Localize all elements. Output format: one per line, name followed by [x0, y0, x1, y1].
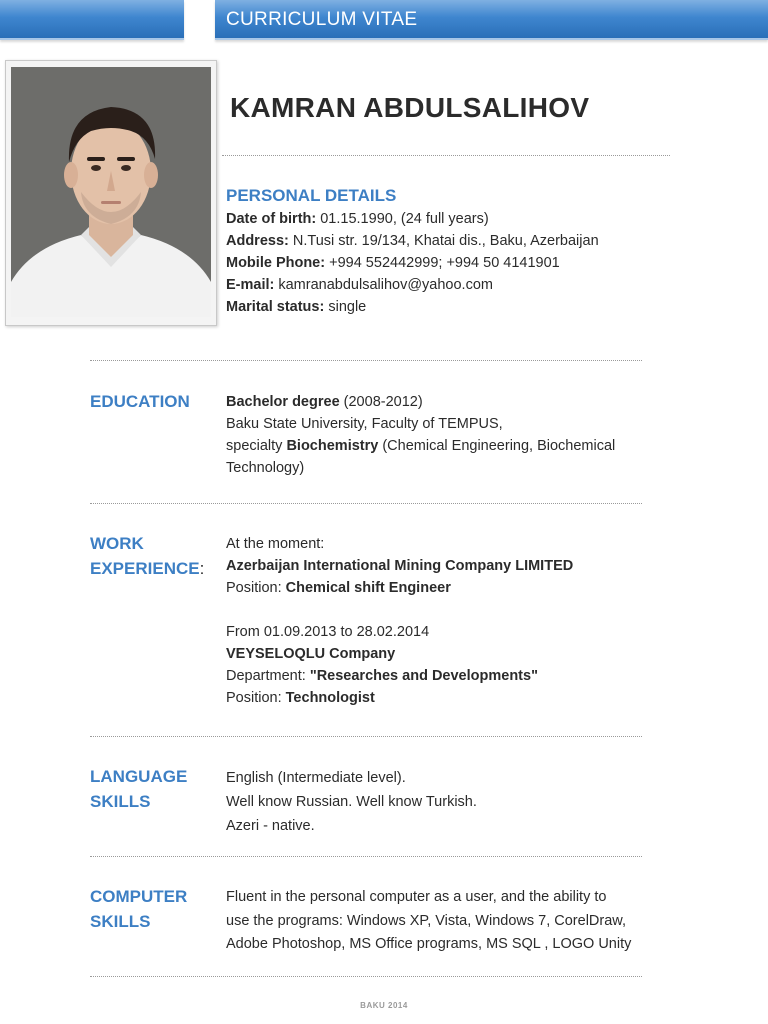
phone-value: +994 552442999; +994 50 4141901 — [325, 255, 560, 271]
divider — [90, 976, 642, 977]
personal-details-heading: PERSONAL DETAILS — [226, 186, 397, 205]
specialty: Biochemistry — [286, 438, 379, 454]
dob-value: 01.15.1990, (24 full years) — [316, 211, 489, 227]
marital-value: single — [324, 299, 367, 315]
university: Baku State University, Faculty of TEMPUS, — [226, 416, 503, 432]
work-experience-heading — [90, 531, 204, 581]
language-azeri: Azeri - native. — [226, 818, 315, 834]
work-heading-line2 — [90, 556, 204, 581]
work-details — [226, 533, 573, 709]
education-details — [226, 391, 615, 479]
address-value: N.Tusi str. 19/134, Khatai dis., Baku, Azerbaijan — [288, 233, 599, 249]
specialty-continuation: Technology) — [226, 460, 305, 476]
language-heading-line1: LANGUAGE — [90, 767, 188, 786]
footer-location-year: BAKU 2014 — [360, 1001, 408, 1010]
language-skills-heading — [90, 764, 187, 814]
specialty-prefix: specialty — [226, 438, 287, 454]
header-bar-left — [0, 0, 184, 40]
address-row — [226, 230, 599, 252]
current-position-row — [226, 577, 573, 599]
header-bar — [215, 0, 768, 40]
past-company-name: VEYSELOQLU Company — [226, 646, 396, 662]
divider — [90, 736, 642, 737]
profile-photo — [11, 67, 211, 317]
past-company — [226, 643, 573, 665]
degree-years: (2008-2012) — [339, 394, 423, 410]
photo-frame — [5, 60, 217, 326]
current-company-name: Azerbaijan International Mining Company LIMITED — [226, 558, 574, 574]
current-position-label: Position: — [226, 580, 286, 596]
divider — [90, 503, 642, 504]
degree-row — [226, 391, 615, 413]
full-name: KAMRAN ABDULSALIHOV — [230, 92, 590, 123]
computer-details — [226, 886, 631, 957]
work-heading-word: EXPERIENCE — [90, 559, 200, 578]
past-position-label: Position: — [226, 690, 286, 706]
phone-row — [226, 252, 599, 274]
divider — [90, 360, 642, 361]
email-row — [226, 274, 599, 296]
spacer — [226, 599, 573, 621]
current-position: Chemical shift Engineer — [285, 580, 451, 596]
past-position: Technologist — [285, 690, 375, 706]
computer-heading-line1: COMPUTER — [90, 887, 188, 906]
computer-skills-heading — [90, 884, 187, 934]
current-label: At the moment: — [226, 536, 325, 552]
dob-row — [226, 208, 599, 230]
language-english: English (Intermediate level). — [226, 770, 406, 786]
work-heading-colon: : — [199, 559, 205, 578]
past-department-label: Department: — [226, 668, 310, 684]
computer-heading-line2: SKILLS — [90, 912, 151, 931]
past-department-row — [226, 665, 573, 687]
specialty-row — [226, 435, 615, 457]
email-value[interactable]: kamranabdulsalihov@yahoo.com — [274, 277, 493, 293]
current-company — [226, 555, 573, 577]
education-heading: EDUCATION — [90, 392, 190, 411]
dob-label: Date of birth: — [226, 211, 317, 227]
document-title: CURRICULUM VITAE — [226, 9, 418, 30]
work-heading-line1: WORK — [90, 534, 144, 553]
degree: Bachelor degree — [226, 394, 340, 410]
language-russian-turkish: Well know Russian. Well know Turkish. — [226, 794, 477, 810]
language-details — [226, 766, 477, 838]
person-portrait-icon — [11, 67, 211, 317]
past-department: "Researches and Developments" — [309, 668, 538, 684]
specialty-suffix: (Chemical Engineering, Biochemical — [378, 438, 616, 454]
past-position-row — [226, 687, 573, 709]
computer-line2: use the programs: Windows XP, Vista, Windows 7, CorelDraw, — [226, 912, 626, 929]
computer-line1: Fluent in the personal computer as a user, and the ability to — [226, 889, 607, 905]
divider — [90, 856, 642, 857]
divider — [222, 155, 670, 156]
computer-line3: Adobe Photoshop, MS Office programs, MS SQL , LOGO Unity — [226, 936, 632, 952]
email-label: E-mail: — [226, 277, 275, 293]
personal-details — [226, 208, 599, 318]
past-period: From 01.09.2013 to 28.02.2014 — [226, 624, 430, 640]
address-label: Address: — [226, 233, 289, 249]
marital-row — [226, 296, 599, 318]
phone-label: Mobile Phone: — [226, 255, 326, 271]
marital-label: Marital status: — [226, 299, 325, 315]
language-heading-line2: SKILLS — [90, 792, 151, 811]
